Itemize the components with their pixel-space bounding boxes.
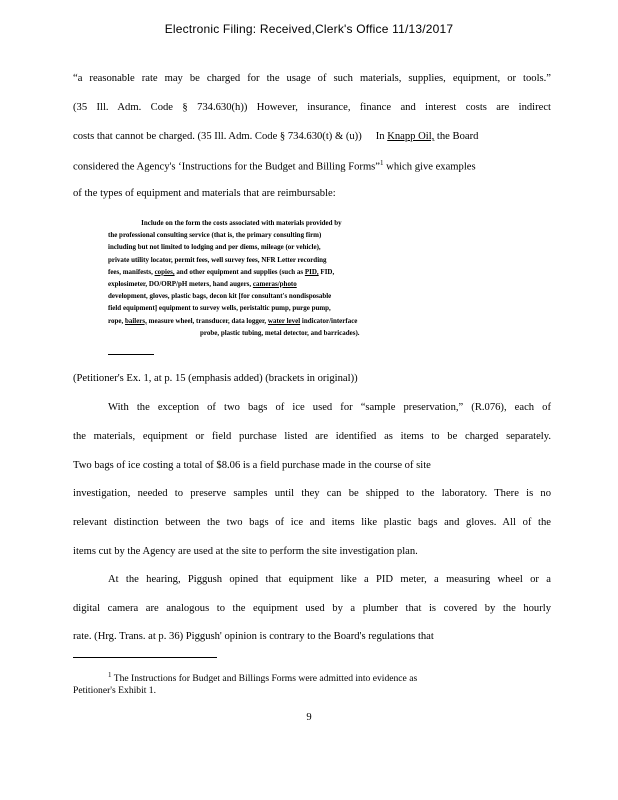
body-line-text: costs that cannot be charged. (35 Ill. Adm. Code § 734.630(t) & (u)) (73, 131, 362, 142)
quote-text: FID, (318, 266, 335, 276)
quote-line: probe, plastic tubing, metal detector, and barricades). (200, 327, 360, 337)
quote-emphasis: PID, (304, 266, 319, 276)
footnote-marker: 1 (108, 671, 112, 679)
body-line: the materials, equipment or field purchase listed are identified as items to be charged separately. (73, 431, 551, 442)
quote-emphasis: bailers, (124, 315, 147, 325)
case-citation-knapp-oil: Knapp Oil, (387, 131, 435, 142)
body-line-text: the Board (434, 131, 479, 142)
body-line-text: which give examples (383, 161, 476, 173)
electronic-filing-header: Electronic Filing: Received,Clerk's Office 11/13/2017 (164, 22, 454, 36)
footnote-rule (73, 657, 217, 658)
body-line: digital camera are analogous to the equipment used by a plumber that is covered by the hourly (73, 603, 551, 614)
quote-emphasis: water level (267, 315, 301, 325)
body-line (73, 131, 551, 142)
body-line: of the types of equipment and materials that are reimbursable: (73, 188, 336, 199)
quote-line: Include on the form the costs associated with materials provided by (141, 218, 342, 227)
quote-text: rope, (108, 315, 125, 325)
body-line (73, 159, 551, 173)
quote-emphasis: copies, (154, 266, 175, 276)
body-line: Two bags of ice costing a total of $8.06 is a field purchase made in the course of site (73, 460, 431, 471)
body-line-text: In (375, 131, 388, 142)
quote-emphasis: cameras/photo (252, 278, 297, 288)
footnote-marker: 1 (380, 159, 384, 167)
quote-text: indicator/interface (300, 315, 358, 325)
citation-line: (Petitioner's Ex. 1, at p. 15 (emphasis added) (brackets in original)) (73, 373, 358, 384)
body-line: items cut by the Agency are used at the site to perform the site investigation plan. (73, 546, 418, 557)
body-line: investigation, needed to preserve samples until they can be shipped to the laboratory. There is no (73, 488, 551, 499)
page-number: 9 (306, 712, 312, 723)
body-line-text: considered the Agency's ‘Instructions for the Budget and Billing Forms” (73, 161, 381, 173)
quote-line: the professional consulting service (that is, the primary consulting firm) (108, 230, 322, 240)
footnote-text: The Instructions for Budget and Billings Forms were admitted into evidence as (111, 673, 418, 685)
body-line: With the exception of two bags of ice used for “sample preservation,” (R.076), each of (108, 402, 551, 413)
quote-text: and other equipment and supplies (such as (174, 266, 305, 276)
body-line: rate. (Hrg. Trans. at p. 36) Piggush' opinion is contrary to the Board's regulations that (73, 631, 434, 642)
quote-line (108, 278, 460, 290)
quote-line: development, gloves, plastic bags, decon kit [for consultant's nondisposable (108, 291, 332, 301)
quote-line: field equipment] equipment to survey wells, peristaltic pump, purge pump, (108, 303, 331, 313)
quote-text: measure wheel, transducer, data logger, (146, 315, 268, 325)
body-line: At the hearing, Piggush opined that equipment like a PID meter, a measuring wheel or a (108, 574, 551, 585)
quote-line (108, 266, 460, 278)
footnote-line: Petitioner's Exhibit 1. (73, 685, 157, 696)
quote-underline-rule (108, 354, 154, 355)
quote-text: explosimeter, DO/ORP/pH meters, hand augers, (108, 278, 253, 288)
footnote-line (108, 671, 538, 684)
body-line: (35 Ill. Adm. Code § 734.630(h)) However, insurance, finance and interest costs are indirect (73, 102, 551, 113)
quote-line: private utility locator, permit fees, well survey fees, NFR Letter recording (108, 254, 327, 264)
body-line: relevant distinction between the two bags of ice and items like plastic bags and gloves. All of the (73, 517, 551, 528)
quote-text: fees, manifests, (108, 266, 155, 276)
quote-line: including but not limited to lodging and per diems, mileage (or vehicle), (108, 242, 321, 252)
block-quote (108, 217, 460, 339)
quote-line (108, 315, 460, 327)
body-line: “a reasonable rate may be charged for the usage of such materials, supplies, equipment, or tools.” (73, 73, 551, 84)
